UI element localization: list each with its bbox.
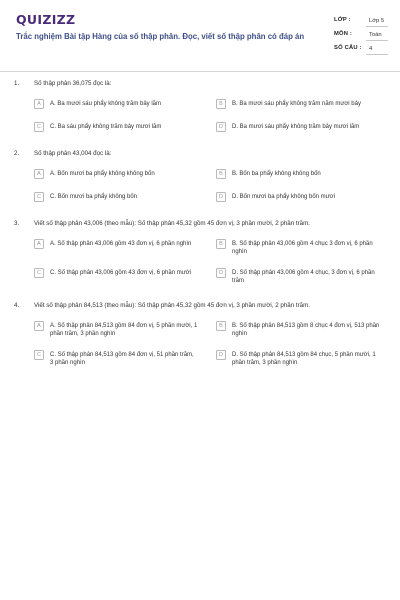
question-text: Số thập phân 43,004 đọc là: <box>34 150 112 157</box>
meta-underline <box>366 54 388 55</box>
question-number: 3. <box>14 220 20 227</box>
option-text: D. Ba mươi sáu phẩy không trăm bảy mươi lăm <box>232 124 360 130</box>
option-letter-box[interactable]: D <box>216 192 226 202</box>
question-number: 1. <box>14 80 20 87</box>
question-3 <box>14 220 386 290</box>
option-text: B. Số thập phân 84,513 gồm 8 chục 4 đơn vị, 513 phần nghìn <box>232 323 380 338</box>
option-letter-box[interactable]: D <box>216 122 226 132</box>
question-text: Viết số thập phân 84,513 (theo mẫu): Số thập phân 45,32 gồm 45 đơn vị, 3 phần mười, 2 phần trăm. <box>34 302 310 309</box>
quizizz-logo: QUIZIZZ <box>16 12 76 27</box>
option-letter-box[interactable]: B <box>216 169 226 179</box>
option-text: D. Số thập phân 84,513 gồm 84 chục, 5 phần mười, 1 phần trăm, 3 phần nghìn <box>232 352 376 367</box>
meta-row-subject <box>334 29 400 43</box>
option-text: A. Số thập phân 84,513 gồm 84 đơn vị, 5 phần mười, 1 phần trăm, 3 phần nghìn <box>50 323 198 338</box>
question-4 <box>14 302 386 374</box>
option-letter-box[interactable]: A <box>34 169 44 179</box>
worksheet-meta <box>334 15 400 57</box>
option-text: A. Số thập phân 43,006 gồm 43 đơn vị, 6 phần nghìn <box>50 241 192 247</box>
question-text: Viết số thập phân 43,006 (theo mẫu): Số thập phân 45,32 gồm 45 đơn vị, 3 phần mười, 2 phần trăm. <box>34 220 310 227</box>
meta-row-question-count <box>334 43 400 57</box>
header-divider <box>0 71 400 72</box>
option-text: C. Bốn mươi ba phẩy không bốn <box>50 194 138 200</box>
question-1 <box>14 80 386 140</box>
option-letter-box[interactable]: B <box>216 321 226 331</box>
meta-underline <box>366 40 388 41</box>
option-letter-box[interactable]: A <box>34 321 44 331</box>
option-letter-box[interactable]: A <box>34 239 44 249</box>
meta-label: SỐ CÂU : <box>334 45 362 51</box>
option-letter-box[interactable]: A <box>34 99 44 109</box>
option-letter-box[interactable]: B <box>216 239 226 249</box>
option-text: B. Bốn ba phẩy không không bốn <box>232 171 321 177</box>
option-text: D. Số thập phân 43,006 gồm 4 chục, 3 đơn vị, 6 phần trăm <box>232 270 375 285</box>
option-text: A. Bốn mươi ba phẩy không không bốn <box>50 171 155 177</box>
option-letter-box[interactable]: B <box>216 99 226 109</box>
worksheet-header <box>14 12 386 70</box>
option-letter-box[interactable]: C <box>34 192 44 202</box>
question-text: Số thập phân 36,075 đọc là: <box>34 80 112 87</box>
meta-value: 4 <box>369 46 373 52</box>
option-text: D. Bốn mươi ba phẩy không bốn mươi <box>232 194 335 200</box>
option-text: C. Số thập phân 43,006 gồm 43 đơn vị, 6 phần mười <box>50 270 191 276</box>
option-text: B. Ba mươi sáu phẩy không trăm năm mươi bảy <box>232 101 361 107</box>
option-letter-box[interactable]: D <box>216 350 226 360</box>
option-letter-box[interactable]: C <box>34 350 44 360</box>
worksheet-title: Trắc nghiệm Bài tập Hàng của số thập phân. Đọc, viết số thập phân có đáp án <box>16 32 305 41</box>
meta-value: Toán <box>369 32 382 38</box>
meta-row-grade <box>334 15 400 29</box>
option-text: A. Ba mươi sáu phẩy không trăm bảy lăm <box>50 101 161 107</box>
question-2 <box>14 150 386 210</box>
option-letter-box[interactable]: D <box>216 268 226 278</box>
meta-label: MÔN : <box>334 31 353 37</box>
meta-label: LỚP : <box>334 17 351 23</box>
option-letter-box[interactable]: C <box>34 268 44 278</box>
meta-value: Lớp 5 <box>369 18 385 24</box>
option-text: C. Ba sáu phẩy không trăm bảy mươi lăm <box>50 124 162 130</box>
option-text: C. Số thập phân 84,513 gồm 84 đơn vị, 51 phần trăm, 3 phần nghìn <box>50 352 194 367</box>
meta-underline <box>366 26 388 27</box>
question-number: 2. <box>14 150 20 157</box>
question-number: 4. <box>14 302 20 309</box>
option-text: B. Số thập phân 43,006 gồm 4 chục 3 đơn vị, 6 phần nghìn <box>232 241 373 256</box>
option-letter-box[interactable]: C <box>34 122 44 132</box>
